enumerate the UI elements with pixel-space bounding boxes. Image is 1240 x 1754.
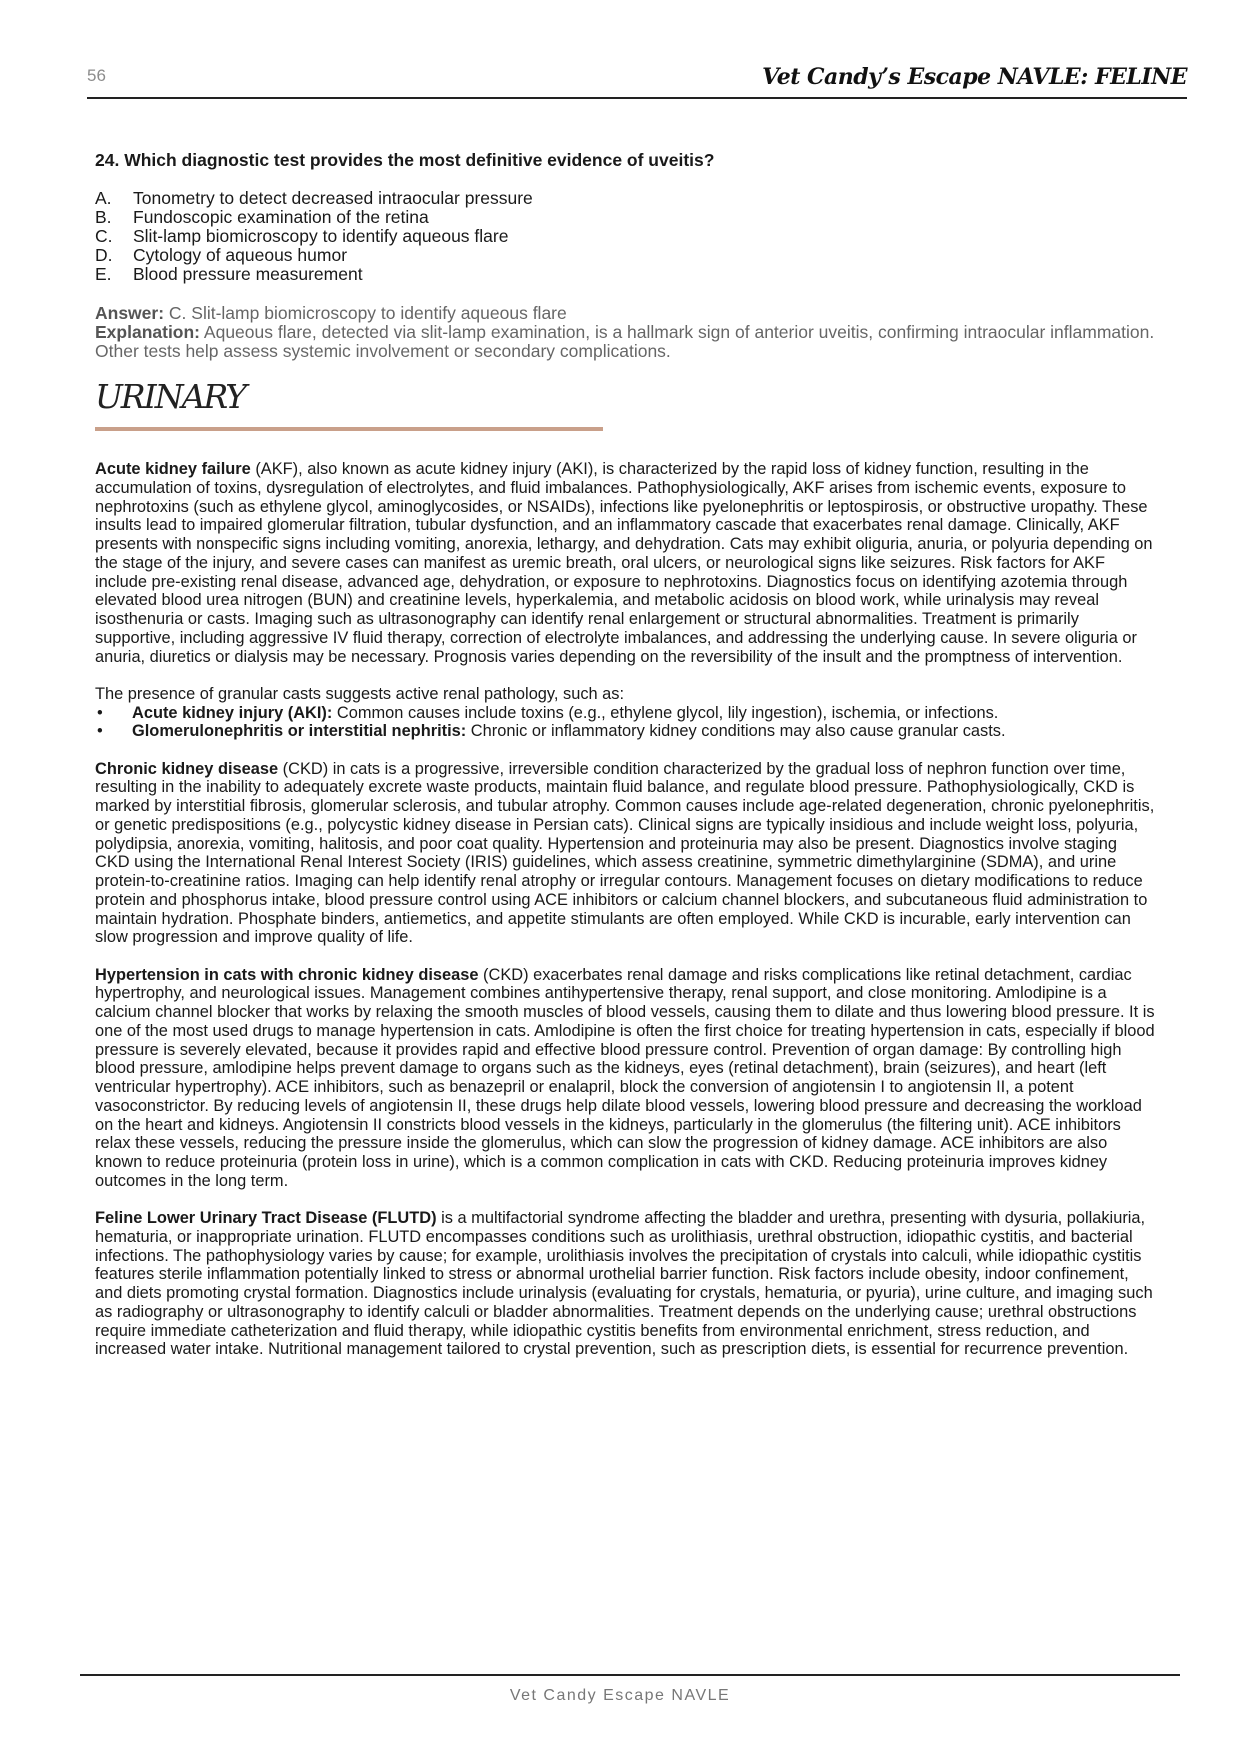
- paragraph-text: is a multifactorial syndrome affecting the bladder and urethra, presenting with dysuria, pollakiuria, hematuria, or inappropriate urination. FLUTD encompasses conditions such as urolithiasis, urethral obstruction, idiopathic cystitis, and bacterial infections. The pathophysiology varies by cause; for example, urolithiasis involves the precipitation of crystals into calculi, while idiopathic cystitis features sterile inflammation potentially linked to stress or abnormal urothelial barrier function. Risk factors include obesity, indoor confinement, and diets promoting crystal formation. Diagnostics include urinalysis (evaluating for crystals, hematuria, or pyuria), urine culture, and imaging such as radiography or ultrasonography to identify calculi or bladder abnormalities. Treatment depends on the underlying cause; urethral obstructions require immediate catheterization and fluid therapy, while idiopathic cystitis benefits from environmental enrichment, stress reduction, and increased water intake. Nutritional management tailored to crystal prevention, such as prescription diets, is essential for recurrence prevention.: [95, 1209, 1153, 1359]
- page-number: 56: [87, 66, 106, 85]
- answer-line: [95, 304, 1155, 323]
- list-item: [95, 722, 1155, 741]
- paragraph-akf: [95, 460, 1155, 666]
- casts-intro: The presence of granular casts suggests active renal pathology, such as:: [95, 684, 625, 703]
- option-letter: B.: [95, 207, 112, 227]
- option-item: [95, 227, 1155, 246]
- option-letter: A.: [95, 188, 112, 208]
- list-item-text: Chronic or inflammatory kidney conditions may also cause granular casts.: [470, 722, 1006, 741]
- bullet-icon: •: [97, 722, 103, 741]
- option-letter: D.: [95, 245, 113, 265]
- list-item-lead: Acute kidney injury (AKI):: [132, 703, 333, 722]
- paragraph-lead: Hypertension in cats with chronic kidney disease: [95, 965, 479, 984]
- paragraph-ckd: [95, 760, 1155, 948]
- option-text: Blood pressure measurement: [133, 264, 363, 284]
- paragraph-lead: Acute kidney failure: [95, 460, 251, 478]
- paragraph-lead: Chronic kidney disease: [95, 759, 279, 778]
- option-item: [95, 208, 1155, 227]
- list-item-text: Common causes include toxins (e.g., ethylene glycol, lily ingestion), ischemia, or infections.: [336, 703, 999, 722]
- bullet-icon: •: [97, 703, 103, 722]
- option-text: Slit-lamp biomicroscopy to identify aqueous flare: [133, 226, 509, 246]
- casts-list: [95, 704, 1155, 742]
- option-item: [95, 265, 1155, 284]
- section-divider: [95, 427, 603, 431]
- footer-text: Vet Candy Escape NAVLE: [509, 1687, 731, 1704]
- paragraph-flutd: [95, 1209, 1155, 1359]
- explanation: [95, 323, 1155, 361]
- option-item: [95, 246, 1155, 265]
- option-letter: E.: [95, 264, 112, 284]
- footer-divider: [80, 1674, 1180, 1676]
- option-letter: C.: [95, 226, 113, 246]
- explanation-label: Explanation:: [95, 322, 201, 342]
- option-text: Fundoscopic examination of the retina: [133, 207, 429, 227]
- answer-options: [95, 189, 1155, 284]
- paragraph-text: (CKD) exacerbates renal damage and risks complications like retinal detachment, cardiac hypertrophy, and neurological issues. Management combines antihypertensive therapy, renal support, and close monitoring. Amlodipine is a calcium channel blocker that works by relaxing the smooth muscles of blood vessels, causing them to dilate and thus lowering blood pressure. It is one of the most used drugs to manage hypertension in cats. Amlodipine is often the first choice for treating hypertension in cats, especially if blood pressure is severely elevated, because it provides rapid and effective blood pressure control. Prevention of organ damage: By controlling high blood pressure, amlodipine helps prevent damage to organs such as the kidneys, eyes (retinal detachment), brain (seizures), and heart (left ventricular hypertrophy). ACE inhibitors, such as benazepril or enalapril, block the conversion of angiotensin I to angiotensin II, a potent vasoconstrictor. By reducing levels of angiotensin II, these drugs help dilate blood vessels, lowering blood pressure and decreasing the workload on the heart and kidneys. Angiotensin II constricts blood vessels in the kidneys, particularly in the glomerulus (the filtering unit). ACE inhibitors relax these vessels, reducing the pressure inside the glomerulus, which can slow the progression of kidney damage. ACE inhibitors are also known to reduce proteinuria (protein loss in urine), which is a common complication in cats with CKD. Reducing proteinuria improves kidney outcomes in the long term.: [95, 965, 1155, 1190]
- explanation-text: Aqueous flare, detected via slit-lamp examination, is a hallmark sign of anterior uveitis, confirming intraocular inflammation. Other tests help assess systemic involvement or secondary complications.: [95, 322, 1155, 361]
- paragraph-text: (AKF), also known as acute kidney injury (AKI), is characterized by the rapid loss of kidney function, resulting in the accumulation of toxins, dysregulation of electrolytes, and fluid imbalances. Pathophysiologically, AKF arises from ischemic events, exposure to nephrotoxins (such as ethylene glycol, aminoglycosides, or NSAIDs), infections like pyelonephritis or leptospirosis, or obstructive uropathy. These insults lead to impaired glomerular filtration, tubular dysfunction, and an inflammatory cascade that exacerbates renal damage. Clinically, AKF presents with nonspecific signs including vomiting, anorexia, lethargy, and dehydration. Cats may exhibit oliguria, anuria, or polyuria depending on the stage of the injury, and severe cases can manifest as uremic breath, oral ulcers, or neurological signs like seizures. Risk factors for AKF include pre-existing renal disease, advanced age, dehydration, or exposure to nephrotoxins. Diagnostics focus on identifying azotemia through elevated blood urea nitrogen (BUN) and creatinine levels, hyperkalemia, and metabolic acidosis on blood work, while urinalysis may reveal isosthenuria or casts. Imaging such as ultrasonography can identify renal enlargement or structural abnormalities. Treatment is primarily supportive, including aggressive IV fluid therapy, correction of electrolyte imbalances, and addressing the underlying cause. In severe oliguria or anuria, diuretics or dialysis may be necessary. Prognosis varies depending on the reversibility of the insult and the promptness of intervention.: [95, 460, 1153, 666]
- option-text: Tonometry to detect decreased intraocular pressure: [133, 188, 533, 208]
- paragraph-hypertension: [95, 966, 1155, 1191]
- paragraph-text: (CKD) in cats is a progressive, irreversible condition characterized by the gradual loss of nephron function over time, resulting in the inability to adequately excrete waste products, maintain fluid balance, and regulate blood pressure. Pathophysiologically, CKD is marked by interstitial fibrosis, glomerular sclerosis, and tubular atrophy. Common causes include age-related degeneration, chronic pyelonephritis, or genetic predispositions (e.g., polycystic kidney disease in Persian cats). Clinical signs are typically insidious and include weight loss, polyuria, polydipsia, anorexia, vomiting, halitosis, and poor coat quality. Hypertension and proteinuria may also be present. Diagnostics involve staging CKD using the International Renal Interest Society (IRIS) guidelines, which assess creatinine, symmetric dimethylarginine (SDMA), and urine protein-to-creatinine ratios. Imaging can help identify renal atrophy or irregular contours. Management focuses on dietary modifications to reduce protein and phosphorus intake, blood pressure control using ACE inhibitors or calcium channel blockers, and subcutaneous fluid administration to maintain hydration. Phosphate binders, antiemetics, and appetite stimulants are often employed. While CKD is incurable, early intervention can slow progression and improve quality of life.: [95, 759, 1155, 947]
- page-header: [87, 58, 1187, 98]
- paragraph-lead: Feline Lower Urinary Tract Disease (FLUTD): [95, 1209, 437, 1227]
- list-item-lead: Glomerulonephritis or interstitial nephritis:: [132, 722, 467, 741]
- header-divider: [87, 97, 1187, 99]
- question-title: 24. Which diagnostic test provides the most definitive evidence of uveitis?: [95, 150, 715, 170]
- option-text: Cytology of aqueous humor: [133, 245, 348, 265]
- section-title: URINARY: [95, 377, 246, 416]
- answer-label: Answer:: [95, 303, 165, 323]
- page-content: [95, 150, 1155, 1378]
- book-title: Vet Candy’s Escape NAVLE: FELINE: [762, 64, 1187, 90]
- answer-text: C. Slit-lamp biomicroscopy to identify aqueous flare: [168, 303, 567, 323]
- list-item: [95, 704, 1155, 723]
- option-item: [95, 189, 1155, 208]
